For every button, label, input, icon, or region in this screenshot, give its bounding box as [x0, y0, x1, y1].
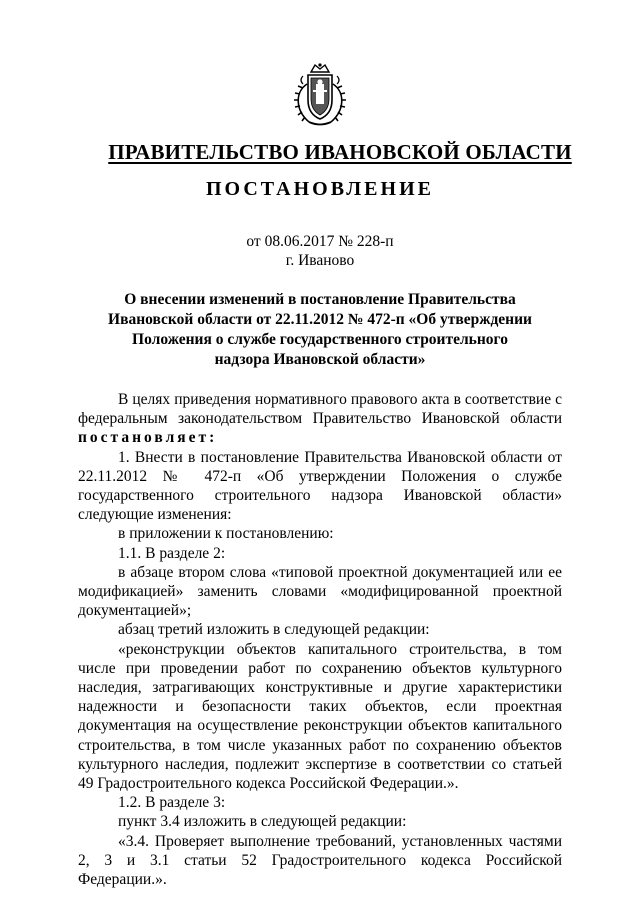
- document-date-number: от 08.06.2017 № 228-п: [246, 233, 394, 250]
- intro-paragraph: В целях приведения нормативного правового акта в соответствие с федеральным законодательством Правительство Ивановской области: [78, 391, 562, 428]
- item-1-2: 1.2. В разделе 3:: [118, 794, 226, 812]
- document-subject: [100, 290, 540, 370]
- paragraph-three-intro: абзац третий изложить в следующей редакции:: [118, 621, 430, 639]
- resolves-word: [78, 428, 562, 447]
- appendix-note: в приложении к постановлению:: [118, 525, 334, 543]
- document-body: [78, 390, 562, 889]
- document-type-title: ПОСТАНОВЛЕНИЕ: [206, 178, 434, 200]
- point-3-4-text: «3.4. Проверяет выполнение требований, установленных частями 2, 3 и 3.1 статьи 52 Градостроительного кодекса Российской Федерации.».: [78, 832, 562, 889]
- document-city: г. Иваново: [285, 252, 355, 269]
- paragraph-three-text: «реконструкции объектов капитального строительства, в том числе при проведении работ по сохранению объектов культурного наследия, затрагивающих конструктивные и другие характеристики надежности и безопасности таких объектов, если проектная документация на осуществление реконструкции объектов капитального строительства, в том числе указанных работ по сохранению объектов культурного наследия, подлежит экспертизе в соответствии со статьей 49 Градостроительного кодекса Российской Федерации.».: [78, 640, 562, 793]
- item-1: 1. Внести в постановление Правительства Ивановской области от 22.11.2012 № 472-п «Об утверждении Положения о службе государственного строительного надзора Ивановской области» следующие изменения:: [78, 448, 562, 524]
- subject-line: Ивановской области от 22.11.2012 № 472-п «Об утверждении: [108, 311, 532, 328]
- item-1-1: 1.1. В разделе 2:: [118, 544, 226, 562]
- government-title: ПРАВИТЕЛЬСТВО ИВАНОВСКОЙ ОБЛАСТИ: [108, 140, 572, 164]
- paragraph-two-replacement: в абзаце втором слова «типовой проектной документацией или ее модификацией» заменить словами «модифицированной проектной документацией»;: [78, 563, 562, 620]
- subject-line: Положения о службе государственного строительного: [132, 331, 508, 348]
- subject-line: О внесении изменений в постановление Правительства: [124, 291, 516, 308]
- coat-of-arms-icon: [289, 62, 351, 128]
- subject-line: надзора Ивановской области»: [214, 351, 426, 368]
- point-3-4-intro: пункт 3.4 изложить в следующей редакции:: [118, 813, 407, 831]
- resolves-word-text: постановляет:: [78, 429, 218, 447]
